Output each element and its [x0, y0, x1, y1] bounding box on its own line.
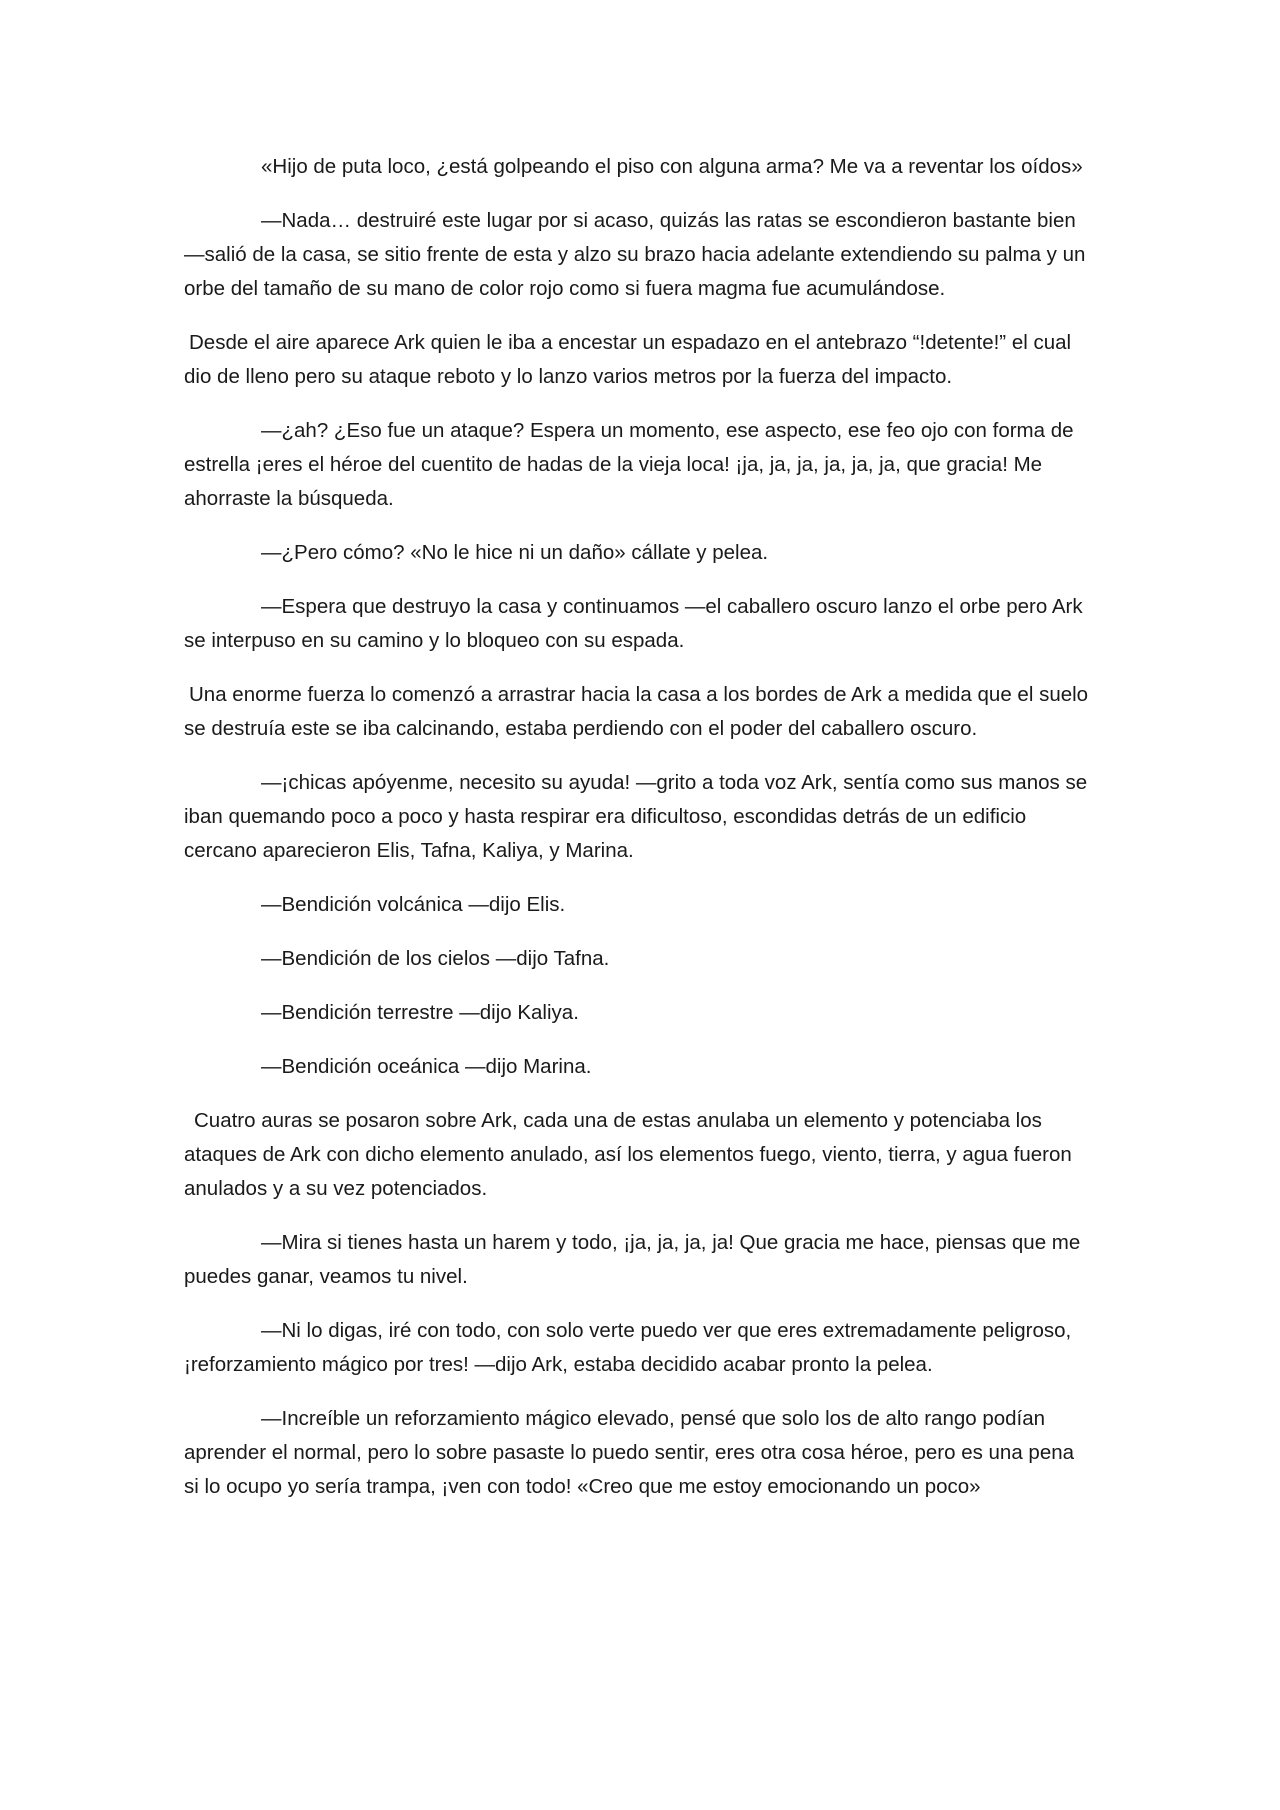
paragraph: —Increíble un reforzamiento mágico elevado, pensé que solo los de alto rango podían aprender el normal, pero lo sobre pasaste lo puedo sentir, eres otra cosa héroe, pero es una pena si lo ocupo yo sería trampa, ¡ven con todo! «Creo que me estoy emocionando un poco» — [184, 1407, 1075, 1498]
paragraph: —¡chicas apóyenme, necesito su ayuda! —grito a toda voz Ark, sentía como sus manos se iban quemando poco a poco y hasta respirar era dificultoso, escondidas detrás de un edificio cercano aparecieron Elis, Tafna, Kaliya, y Marina. — [184, 771, 1088, 862]
body-text — [184, 150, 1094, 1524]
paragraph: —Nada… destruiré este lugar por si acaso, quizás las ratas se escondieron bastante bien —salió de la casa, se sitio frente de esta y alzo su brazo hacia adelante extendiendo su palma y un orbe del tamaño de su mano de color rojo como si fuera magma fue acumulándose. — [184, 209, 1086, 300]
paragraph: —¿ah? ¿Eso fue un ataque? Espera un momento, ese aspecto, ese feo ojo con forma de estrella ¡eres el héroe del cuentito de hadas de la vieja loca! ¡ja, ja, ja, ja, ja, ja, que gracia! Me ahorraste la búsqueda. — [184, 419, 1074, 510]
paragraph: —Espera que destruyo la casa y continuamos —el caballero oscuro lanzo el orbe pero Ark se interpuso en su camino y lo bloqueo con su espada. — [184, 595, 1083, 652]
paragraph: Desde el aire aparece Ark quien le iba a encestar un espadazo en el antebrazo “!detente!” el cual dio de lleno pero su ataque reboto y lo lanzo varios metros por la fuerza del impacto. — [184, 331, 1072, 388]
paragraph: Una enorme fuerza lo comenzó a arrastrar hacia la casa a los bordes de Ark a medida que el suelo se destruía este se iba calcinando, estaba perdiendo con el poder del caballero oscuro. — [184, 683, 1089, 740]
paragraph: —Bendición volcánica —dijo Elis. — [261, 893, 566, 916]
paragraph: —Ni lo digas, iré con todo, con solo verte puedo ver que eres extremadamente peligroso, ¡reforzamiento mágico por tres! —dijo Ark, estaba decidido acabar pronto la pelea. — [184, 1319, 1072, 1376]
paragraph: —Mira si tienes hasta un harem y todo, ¡ja, ja, ja, ja! Que gracia me hace, piensas que me puedes ganar, veamos tu nivel. — [184, 1231, 1081, 1288]
paragraph: —Bendición terrestre —dijo Kaliya. — [261, 1001, 579, 1024]
paragraph: —¿Pero cómo? «No le hice ni un daño» cállate y pelea. — [261, 541, 769, 564]
paragraph: —Bendición de los cielos —dijo Tafna. — [261, 947, 610, 970]
paragraph: Cuatro auras se posaron sobre Ark, cada una de estas anulaba un elemento y potenciaba los ataques de Ark con dicho elemento anulado, así los elementos fuego, viento, tierra, y agua fueron anulados y a su vez potenciados. — [184, 1109, 1072, 1200]
paragraph: —Bendición oceánica —dijo Marina. — [261, 1055, 592, 1078]
paragraph: «Hijo de puta loco, ¿está golpeando el piso con alguna arma? Me va a reventar los oídos» — [261, 155, 1083, 178]
